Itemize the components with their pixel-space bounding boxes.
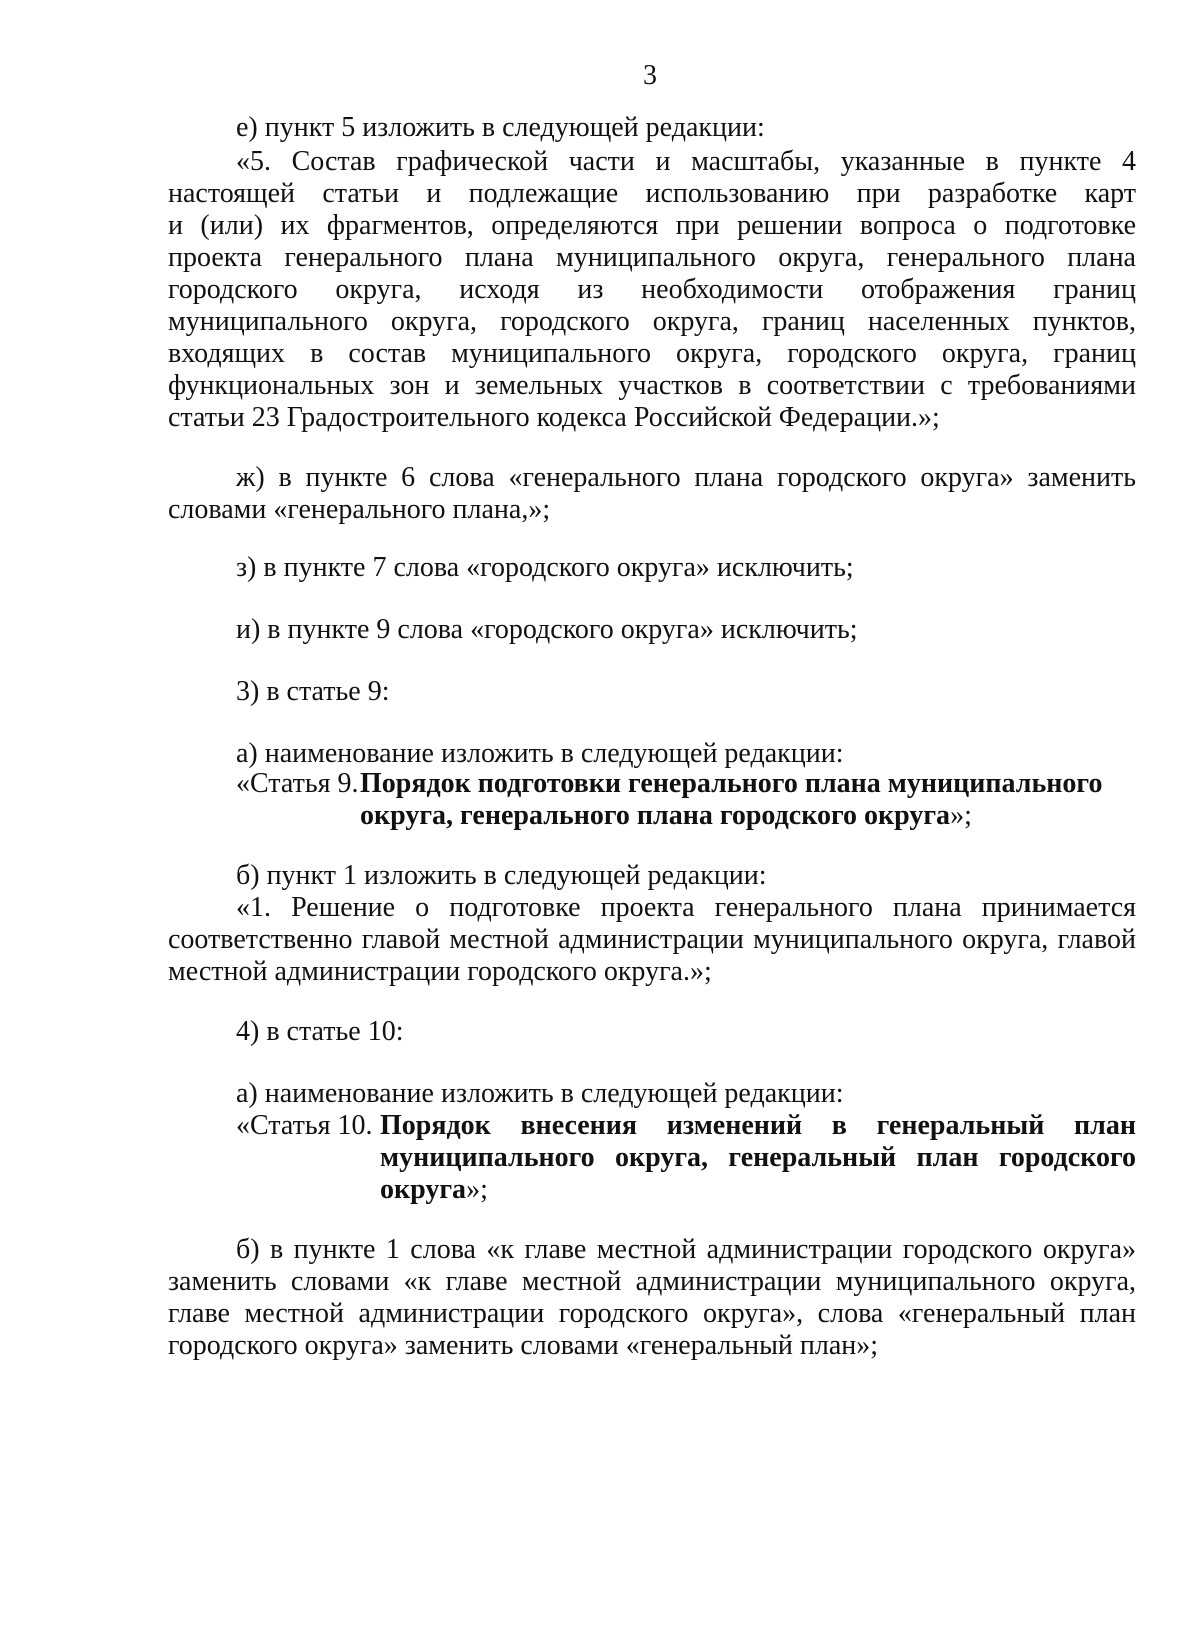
article-10-intro: 4) в статье 10: <box>236 1016 404 1047</box>
p5-line-9: статьи 23 Градостроительного кодекса Российской Федерации.»; <box>168 402 940 433</box>
article-10-item-a: а) наименование изложить в следующей редакции: <box>236 1078 844 1109</box>
article-9-title-line-2: округа, генерального плана городского округа <box>360 800 951 831</box>
article-9-title-line-2-wrap <box>360 800 972 832</box>
art10-b-line-3: главе местной администрации городского округа», слова «генеральный план <box>168 1298 1136 1329</box>
p5-line-4: проекта генерального плана муниципального округа, генерального плана <box>168 242 1136 273</box>
article-9-item-b: б) пункт 1 изложить в следующей редакции: <box>236 860 767 891</box>
p5-line-3: и (или) их фрагментов, определяются при решении вопроса о подготовке <box>168 210 1136 241</box>
article-9-title-prefix: «Статья 9. <box>236 768 359 799</box>
p5-line-1: «5. Состав графической части и масштабы, указанные в пункте 4 <box>236 146 1136 177</box>
p5-line-6: муниципального округа, городского округа, границ населенных пунктов, <box>168 306 1136 337</box>
article-10-title-line-2: муниципального округа, генеральный план городского <box>380 1142 1136 1173</box>
article-10-title-end: »; <box>466 1174 488 1205</box>
art9-p1-line-1: «1. Решение о подготовке проекта генерального плана принимается <box>236 892 1136 923</box>
article-9-title-end: »; <box>950 800 972 831</box>
p5-line-2: настоящей статьи и подлежащие использованию при разработке карт <box>168 178 1136 209</box>
art10-b-line-4: городского округа» заменить словами «генеральный план»; <box>168 1330 879 1361</box>
item-e-intro: е) пункт 5 изложить в следующей редакции: <box>236 112 765 143</box>
article-9-intro: 3) в статье 9: <box>236 676 390 707</box>
p5-line-7: входящих в состав муниципального округа, городского округа, границ <box>168 338 1136 369</box>
item-z: з) в пункте 7 слова «городского округа» исключить; <box>236 552 854 583</box>
art10-b-line-2: заменить словами «к главе местной администрации муниципального округа, <box>168 1266 1136 1297</box>
article-10-title-line-3-wrap <box>380 1174 488 1206</box>
article-10-title-prefix: «Статья 10. <box>236 1110 373 1141</box>
p5-line-8: функциональных зон и земельных участков в соответствии с требованиями <box>168 370 1136 401</box>
article-10-title-line-1: Порядок внесения изменений в генеральный план <box>380 1110 1136 1141</box>
page-number: 3 <box>643 60 657 91</box>
p5-line-5: городского округа, исходя из необходимости отображения границ <box>168 274 1136 305</box>
art10-b-line-1: б) в пункте 1 слова «к главе местной администрации городского округа» <box>236 1234 1136 1265</box>
article-9-title-line-1: Порядок подготовки генерального плана муниципального <box>360 768 1103 799</box>
article-9-item-a: а) наименование изложить в следующей редакции: <box>236 738 844 769</box>
item-i: и) в пункте 9 слова «городского округа» исключить; <box>236 614 858 645</box>
article-10-title-line-3: округа <box>380 1174 467 1205</box>
art9-p1-line-2: соответственно главой местной администрации муниципального округа, главой <box>168 924 1136 955</box>
zh-line-2: словами «генерального плана,»; <box>168 494 551 525</box>
zh-line-1: ж) в пункте 6 слова «генерального плана городского округа» заменить <box>236 462 1136 493</box>
art9-p1-line-3: местной администрации городского округа.»; <box>168 956 712 987</box>
